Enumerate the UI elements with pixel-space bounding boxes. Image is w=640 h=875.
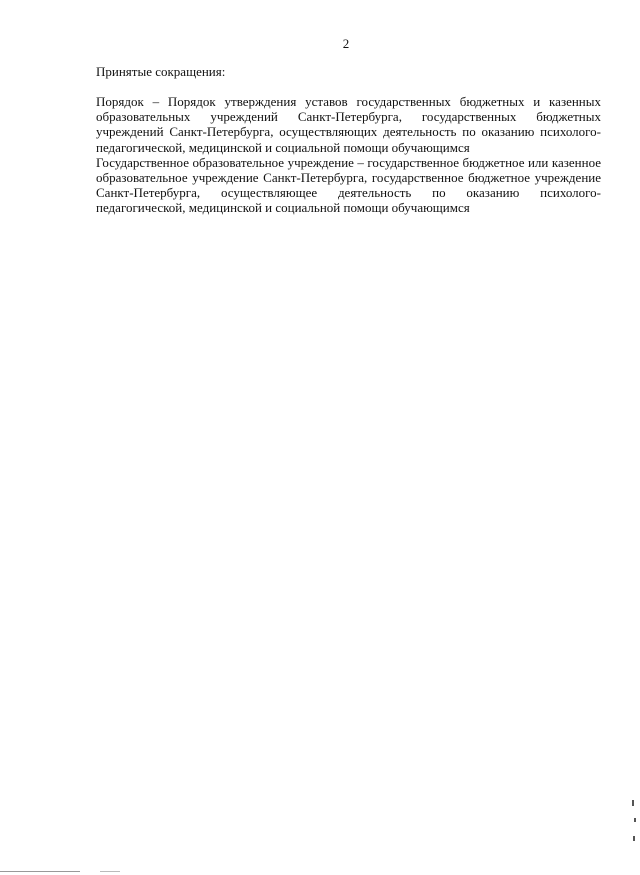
page-number: 2 bbox=[342, 36, 350, 51]
abbreviation-entry-gou: Государственное образовательное учреждение – государственное бюджетное или казенное образовательное учреждение Санкт-Петербурга, государственное бюджетное учреждение Санкт-Петербурга, осуществляющее деятельность по оказанию психолого-педагогической, медицинской и социальной помощи обучающимся bbox=[96, 154, 601, 216]
abbreviations-heading: Принятые сокращения: bbox=[96, 64, 226, 79]
abbreviations-list bbox=[96, 94, 601, 216]
abbreviation-entry-poryadok: Порядок – Порядок утверждения уставов государственных бюджетных и казенных образовательных учреждений Санкт-Петербурга, государственных бюджетных учреждений Санкт-Петербурга, осуществляющих деятельность по оказанию психолого-педагогической, медицинской и социальной помощи обучающимся bbox=[96, 94, 601, 155]
